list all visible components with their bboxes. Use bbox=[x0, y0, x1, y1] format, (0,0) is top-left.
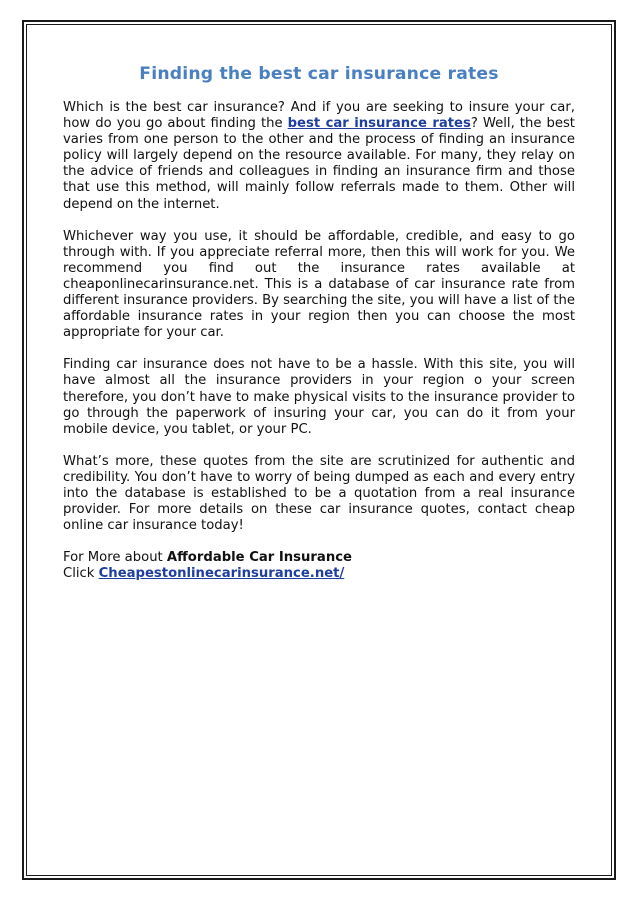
affordable-car-insurance-label: Affordable Car Insurance bbox=[166, 550, 352, 566]
footer-line-1 bbox=[63, 550, 575, 566]
footer-line-1-prefix: For More about bbox=[63, 550, 167, 566]
paragraph-1-text-end: ? Well, the best varies from one person to the other and the process of finding an insurance policy will largely depend on the resource available. For many, they relay on the advice of friends and colleagues in finding an insurance firm and those that use this method, will mainly follow referrals made to them. Other will depend on the internet. bbox=[63, 116, 575, 212]
paragraph-2: Whichever way you use, it should be affordable, credible, and easy to go through with. If you appreciate referral more, then this will work for you. We recommend you find out the insurance rates available at cheaponlinecarinsurance.net. This is a database of car insurance rate from different insurance providers. By searching the site, you will have a list of the affordable insurance rates in your region then you can choose the most appropriate for your car. bbox=[63, 228, 575, 341]
cheapest-online-car-insurance-link[interactable]: Cheapestonlinecarinsurance.net/ bbox=[98, 566, 345, 582]
footer-line-2-prefix: Click bbox=[63, 566, 99, 582]
page-title: Finding the best car insurance rates bbox=[139, 64, 499, 84]
paragraph-3: Finding car insurance does not have to be a hassle. With this site, you will have almost all the insurance providers in your region o your screen therefore, you don’t have to make physical visits to the insurance provider to go through the paperwork of insuring your car, you can do it from your mobile device, you tablet, or your PC. bbox=[63, 357, 575, 437]
paragraph-1-text-start: Which is the best car insurance? And if you are seeking to insure your car, how do you go about finding the bbox=[63, 100, 575, 132]
paragraph-1 bbox=[63, 100, 575, 213]
best-car-insurance-rates-link[interactable]: best car insurance rates bbox=[287, 116, 471, 132]
footer-line-2 bbox=[63, 566, 575, 582]
document-body bbox=[63, 62, 575, 582]
paragraph-4: What’s more, these quotes from the site are scrutinized for authentic and credibility. You don’t have to worry of being dumped as each and every entry into the database is established to be a quotation from a real insurance provider. For more details on these car insurance quotes, contact cheap online car insurance today! bbox=[63, 453, 575, 534]
